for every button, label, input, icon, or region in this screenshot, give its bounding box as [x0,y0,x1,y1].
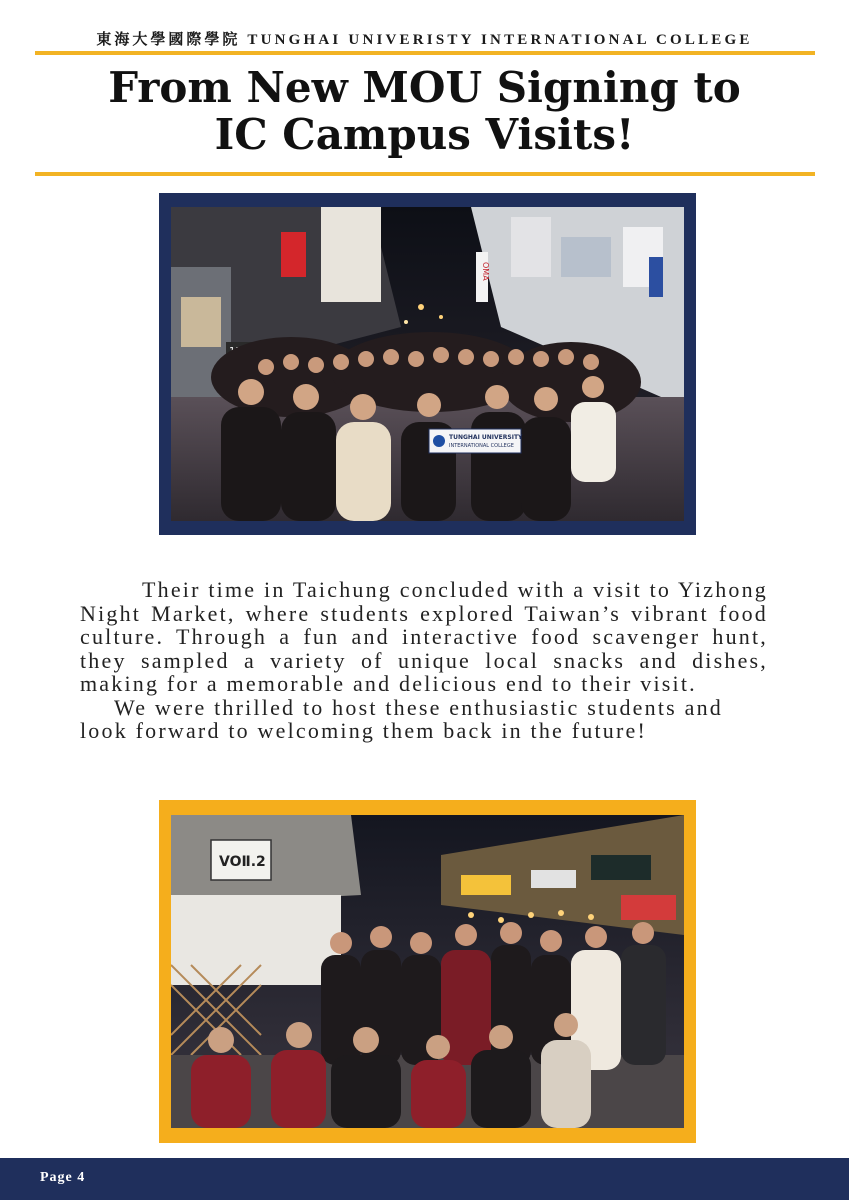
title-line-2: IC Campus Visits! [214,110,635,159]
page-footer [0,1158,849,1200]
header-line [0,28,849,49]
page-title [0,64,849,158]
header-english: TUNGHAI UNIVERISTY INTERNATIONAL COLLEGE [247,32,753,48]
top-divider [35,51,815,55]
title-line-1: From New MOU Signing to [108,63,741,112]
photo-frame-navy [159,193,696,535]
title-divider [35,172,815,176]
night-street-group-photo [171,207,684,521]
shop-sign: VOⅡ.2 [219,854,266,870]
banner-line-1: TUNGHAI UNIVERSITY [449,434,523,441]
photo-frame-gold [159,800,696,1143]
photo-1-illustration [171,207,684,521]
photo-2-illustration [171,815,684,1128]
paragraph-2: We were thrilled to host these enthusiastic students and look forward to welcoming them back in the future! [80,694,723,743]
street-sign: OMA [481,262,490,281]
banner-line-2: INTERNATIONAL COLLEGE [449,443,514,449]
night-market-group-photo [171,815,684,1128]
page-number: Page 4 [40,1170,86,1185]
article-body [80,578,768,743]
header-chinese: 東海大學國際學院 [96,30,241,48]
paragraph-1: Their time in Taichung concluded with a visit to Yizhong Night Market, where students explored Taiwan’s vibrant food culture. Through a fun and interactive food scavenger hunt, they sampled a variety of unique local snacks and dishes, making for a memorable and delicious end to their visit. [80,577,768,696]
